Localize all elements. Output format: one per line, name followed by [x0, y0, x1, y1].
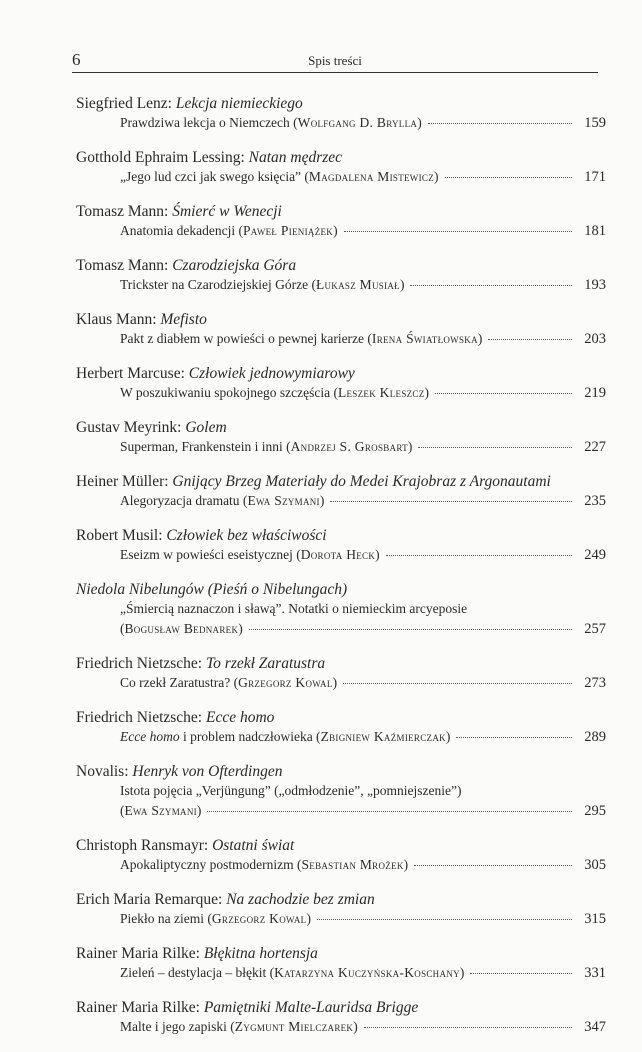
article-contributor: Bogusław Bednarek [124, 621, 239, 636]
article-close: ) [403, 857, 409, 872]
entry-author: Gotthold Ephraim Lessing: [76, 149, 249, 166]
page-ref: 159 [584, 115, 606, 131]
entry-article [76, 727, 606, 747]
toc-entry [76, 944, 606, 983]
entry-heading [76, 202, 606, 221]
toc-entry [76, 998, 606, 1037]
running-title: Spis treści [308, 53, 362, 68]
article-contributor: Irena Światłowska [371, 331, 478, 346]
entry-heading [76, 472, 606, 491]
entry-work-title: Ostatni świat [212, 837, 295, 854]
dot-leader [317, 919, 572, 920]
article-title: Anatomia dekadencji ( [120, 223, 243, 238]
article-close: ) [399, 277, 405, 292]
dot-leader [344, 231, 572, 232]
entry-work-title: Niedola Nibelungów (Pieśń o Nibelungach) [76, 581, 348, 598]
entry-heading [76, 762, 606, 781]
article-close: ) [306, 911, 311, 926]
entry-article [76, 673, 606, 693]
article-text [120, 727, 450, 747]
article-contributor: Zbigniew Kaźmierczak [320, 729, 446, 744]
article-line [120, 619, 606, 639]
entry-work-title: Mefisto [160, 311, 207, 328]
article-contributor: Ewa Szymani [247, 493, 320, 508]
article-line [120, 1017, 606, 1037]
entry-article [76, 599, 606, 639]
entry-article [76, 1017, 606, 1037]
article-line [120, 113, 606, 133]
article-close: ) [196, 803, 202, 818]
entry-author: Friedrich Nietzsche: [76, 709, 206, 726]
dot-leader [428, 123, 572, 124]
entry-work-title: Lekcja niemieckiego [175, 95, 303, 112]
entry-heading [76, 836, 606, 855]
toc-entry [76, 890, 606, 929]
article-contributor: Ewa Szymani [124, 803, 197, 818]
article-line [120, 329, 606, 349]
article-line [120, 275, 606, 295]
article-text [120, 491, 324, 511]
dot-leader [414, 865, 572, 866]
entry-work-title: Czarodziejska Góra [172, 257, 297, 274]
article-title: Trickster na Czarodziejskiej Górze ( [120, 277, 316, 292]
page-ref: 331 [584, 965, 606, 981]
article-line [120, 801, 606, 821]
article-title: Apokaliptyczny postmodernizm ( [120, 857, 302, 872]
entry-author: Christoph Ransmayr: [76, 837, 213, 854]
article-italic: Ecce homo [120, 729, 180, 744]
article-line [120, 167, 606, 187]
article-text [120, 855, 408, 875]
page-header [72, 50, 598, 73]
page-ref: 273 [584, 675, 606, 691]
entry-author: Rainer Maria Rilke: [76, 945, 204, 962]
page-ref: 203 [584, 331, 606, 347]
entry-heading [76, 580, 606, 599]
article-line [120, 491, 606, 511]
entry-article [76, 963, 606, 983]
entry-heading [76, 526, 606, 545]
article-contributor: Katarzyna Kuczyńska-Koschany [274, 965, 460, 980]
toc-entry [76, 472, 606, 511]
article-title-line: Istota pojęcia „Verjüngung” („odmłodzenie”, „pomniejszenie”) [120, 783, 462, 798]
entry-work-title: Golem [185, 419, 227, 436]
article-title: ( [120, 803, 125, 818]
article-text [120, 1017, 358, 1037]
page-ref: 181 [584, 223, 606, 239]
article-title: W poszukiwaniu spokojnego szczęścia ( [120, 385, 338, 400]
article-contributor: Zygmunt Mielczarek [234, 1019, 354, 1034]
article-text [120, 329, 482, 349]
entry-article [76, 275, 606, 295]
entry-article [76, 221, 606, 241]
page-ref: 257 [584, 621, 606, 637]
entry-author: Friedrich Nietzsche: [76, 655, 206, 672]
toc-entry [76, 94, 606, 133]
entry-heading [76, 94, 606, 113]
article-line [120, 727, 606, 747]
article-title: „Jego lud czci jak swego księcia” ( [120, 169, 309, 184]
toc-entry [76, 580, 606, 639]
page-ref: 249 [584, 547, 606, 563]
article-contributor: Sebastian Mrożek [301, 857, 404, 872]
entry-article [76, 545, 606, 565]
entry-work-title: Człowiek jednowymiarowy [188, 365, 355, 382]
dot-leader [386, 555, 572, 556]
article-line [120, 855, 606, 875]
entry-work-title: To rzekł Zaratustra [205, 655, 326, 672]
article-text [120, 113, 422, 133]
dot-leader [456, 737, 572, 738]
entry-work-title: Gnijący Brzeg Materiały do Medei Krajobraz z Argonautami [172, 473, 551, 490]
toc-entry [76, 256, 606, 295]
article-close: ) [319, 493, 325, 508]
entry-article [76, 491, 606, 511]
article-text [120, 673, 337, 693]
page-ref: 305 [584, 857, 606, 873]
entry-author: Tomasz Mann: [76, 257, 173, 274]
article-close: ) [238, 621, 243, 636]
page-ref: 289 [584, 729, 606, 745]
entry-work-title: Ecce homo [205, 709, 275, 726]
article-close: ) [424, 385, 430, 400]
article-contributor: Grzegorz Kowal [211, 911, 307, 926]
article-contributor: Leszek Kleszcz [337, 385, 425, 400]
article-line [120, 221, 606, 241]
entry-heading [76, 148, 606, 167]
entry-article [76, 909, 606, 929]
toc-entry [76, 654, 606, 693]
article-line [120, 383, 606, 403]
entry-heading [76, 310, 606, 329]
entry-author: Heiner Müller: [76, 473, 173, 490]
page-ref: 235 [584, 493, 606, 509]
entry-article [76, 113, 606, 133]
article-close: ) [353, 1019, 358, 1034]
article-contributor: Magdalena Mistewicz [308, 169, 434, 184]
article-line [120, 909, 606, 929]
entry-author: Tomasz Mann: [76, 203, 173, 220]
entry-article [76, 329, 606, 349]
dot-leader [445, 177, 573, 178]
article-text [120, 619, 243, 639]
toc-entry [76, 202, 606, 241]
dot-leader [470, 973, 572, 974]
dot-leader [435, 393, 572, 394]
article-line [120, 673, 606, 693]
toc-entry [76, 310, 606, 349]
article-contributor: Andrzej S. Grosbart [290, 439, 408, 454]
article-text [120, 383, 429, 403]
entry-work-title: Natan mędrzec [248, 149, 343, 166]
dot-leader [343, 683, 572, 684]
toc-entry [76, 526, 606, 565]
entry-article [76, 383, 606, 403]
article-close: ) [434, 169, 439, 184]
entry-author: Siegfried Lenz: [76, 95, 176, 112]
entry-work-title: Człowiek bez właściwości [166, 527, 327, 544]
dot-leader [249, 629, 572, 630]
article-text [120, 221, 338, 241]
page-ref: 227 [584, 439, 606, 455]
toc-entry [76, 418, 606, 457]
article-close: ) [459, 965, 465, 980]
dot-leader [488, 339, 572, 340]
article-line [120, 437, 606, 457]
article-close: ) [407, 439, 413, 454]
dot-leader [330, 501, 572, 502]
entry-author: Robert Musil: [76, 527, 167, 544]
article-close: ) [333, 223, 338, 238]
article-close: ) [332, 675, 338, 690]
page-ref: 171 [584, 169, 606, 185]
article-title: i problem nadczłowieka ( [179, 729, 321, 744]
entry-heading [76, 364, 606, 383]
entry-article [76, 781, 606, 821]
toc-entry [76, 364, 606, 403]
article-title: Pakt z diabłem w powieści o pewnej karierze ( [120, 331, 372, 346]
article-close: ) [375, 547, 380, 562]
article-title: Superman, Frankenstein i inni ( [120, 439, 291, 454]
article-contributor: Paweł Pieniążek [242, 223, 334, 238]
entry-article [76, 167, 606, 187]
toc-entry [76, 836, 606, 875]
entry-heading [76, 944, 606, 963]
article-text [120, 963, 464, 983]
article-title: Prawdziwa lekcja o Niemczech ( [120, 115, 298, 130]
article-text [120, 275, 404, 295]
entry-heading [76, 708, 606, 727]
toc-entry [76, 148, 606, 187]
entry-heading [76, 998, 606, 1017]
article-title-line: „Śmiercią naznaczon i sławą”. Notatki o niemieckim arcyeposie [120, 601, 468, 616]
article-close: ) [477, 331, 483, 346]
entry-heading [76, 418, 606, 437]
article-text [120, 437, 412, 457]
article-line [120, 545, 606, 565]
article-contributor: Dorota Heck [300, 547, 376, 562]
entry-author: Klaus Mann: [76, 311, 161, 328]
toc-entry [76, 708, 606, 747]
article-title: Eseizm w powieści eseistycznej ( [120, 547, 301, 562]
dot-leader [418, 447, 572, 448]
entry-author: Gustav Meyrink: [76, 419, 186, 436]
page-ref: 295 [584, 803, 606, 819]
dot-leader [410, 285, 572, 286]
entry-article [76, 437, 606, 457]
article-contributor: Wolfgang D. Brylla [297, 115, 418, 130]
article-close: ) [417, 115, 422, 130]
article-title: Piekło na ziemi ( [120, 911, 212, 926]
article-text [120, 801, 201, 821]
table-of-contents [76, 94, 606, 1052]
article-text [120, 167, 439, 187]
dot-leader [207, 811, 572, 812]
entry-work-title: Śmierć w Wenecji [172, 203, 282, 220]
article-contributor: Łukasz Musiał [315, 277, 400, 292]
article-title: ( [120, 621, 125, 636]
article-title: Malte i jego zapiski ( [120, 1019, 235, 1034]
entry-article [76, 855, 606, 875]
entry-work-title: Pamiętniki Malte-Lauridsa Brigge [203, 999, 419, 1016]
entry-author: Rainer Maria Rilke: [76, 999, 204, 1016]
entry-author: Herbert Marcuse: [76, 365, 189, 382]
entry-heading [76, 890, 606, 909]
article-title: Zieleń – destylacja – błękit ( [120, 965, 275, 980]
entry-work-title: Błękitna hortensja [203, 945, 318, 962]
article-line [120, 963, 606, 983]
page-number: 6 [72, 50, 81, 69]
page-ref: 193 [584, 277, 606, 293]
entry-work-title: Na zachodzie bez zmian [226, 891, 375, 908]
page-ref: 219 [584, 385, 606, 401]
toc-entry [76, 762, 606, 821]
article-close: ) [445, 729, 451, 744]
entry-work-title: Henryk von Ofterdingen [132, 763, 283, 780]
article-text [120, 909, 311, 929]
article-title: Alegoryzacja dramatu ( [120, 493, 248, 508]
entry-heading [76, 654, 606, 673]
entry-heading [76, 256, 606, 275]
page-ref: 347 [584, 1019, 606, 1035]
article-contributor: Grzegorz Kowal [238, 675, 333, 690]
article-text [120, 545, 380, 565]
entry-author: Novalis: [76, 763, 133, 780]
article-title: Co rzekł Zaratustra? ( [120, 675, 239, 690]
page-ref: 315 [584, 911, 606, 927]
dot-leader [364, 1027, 572, 1028]
entry-author: Erich Maria Remarque: [76, 891, 227, 908]
